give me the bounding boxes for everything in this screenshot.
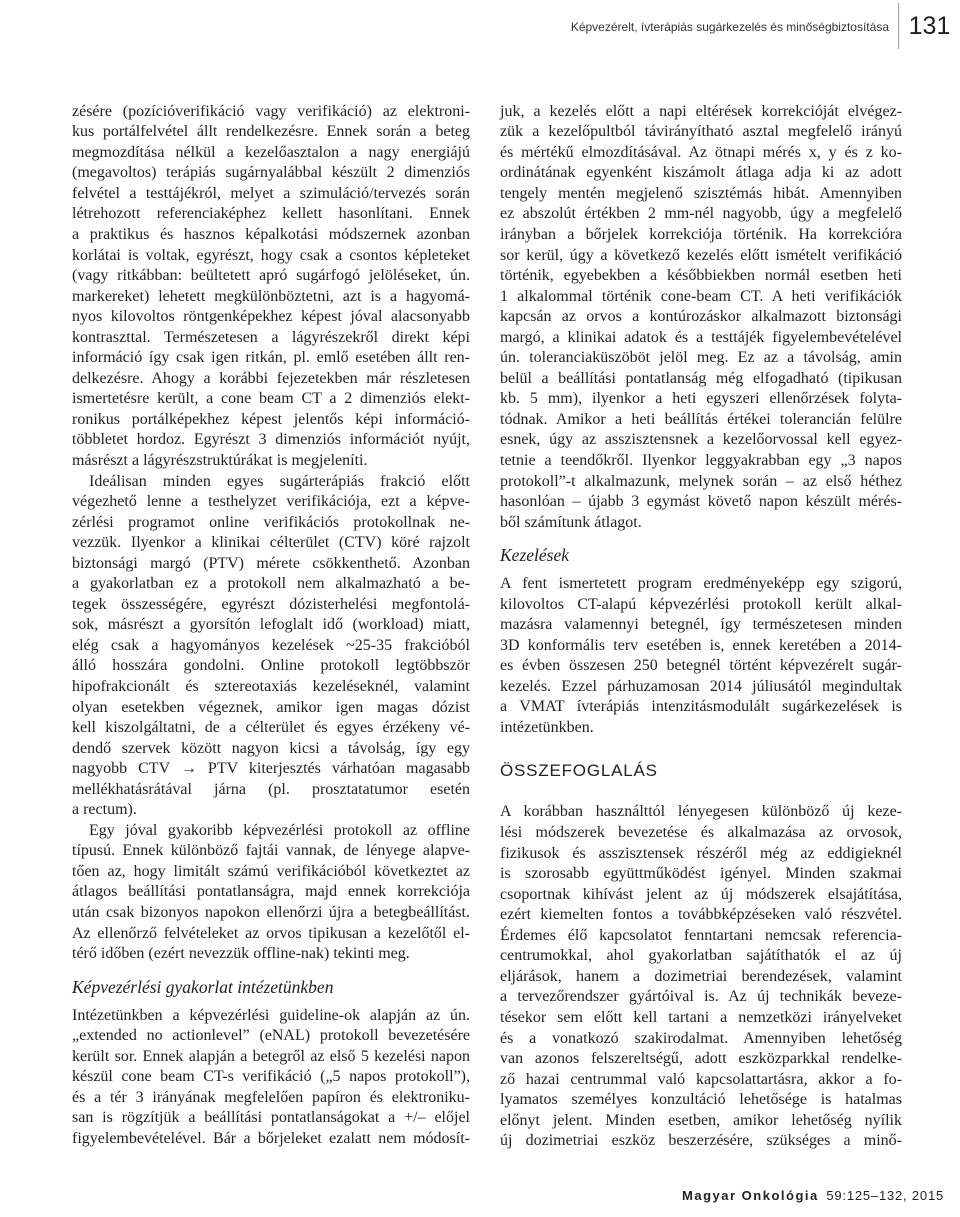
text-line: készül cone beam CT-s verifikáció („5 napos protokoll”), [72, 1068, 470, 1086]
text-line: intézetünkben. [500, 718, 594, 736]
text-line: mazásra valamennyi betegnél, így természetesen minden [500, 616, 902, 634]
section-heading: ÖSSZEFOGLALÁS [500, 760, 658, 780]
text-line: van azonos felszereltségű, adott eszközparkkal rendelke- [500, 1050, 902, 1068]
paragraph [72, 1006, 470, 1150]
text-line: új dozimetriai eszköz beszerzésére, szükséges a minő- [500, 1132, 902, 1150]
text-line: 1 alkalommal történik cone-beam CT. A heti verifikációk [500, 287, 902, 305]
page-number-box [898, 3, 960, 49]
text-line: és a tér 3 irányának megfelelően papíron és elektroniku- [72, 1088, 470, 1106]
paragraph [72, 472, 470, 821]
text-line: Intézetünkben a képvezérlési guideline-ok alapján az ún. [72, 1006, 470, 1024]
text-line: margó, a klinikai adatok és a testtájék figyelembevételével [500, 328, 902, 346]
text-line: (vagy ritkábban: beültetett apró sugárfogó jelöléseket, ún. [72, 267, 470, 285]
text-line: dendő szervek között nagyon kicsi a távolság, így egy [72, 739, 470, 757]
paragraph [500, 102, 902, 533]
paragraph [500, 574, 902, 738]
text-line: zésére (pozícióverifikáció vagy verifikáció) az elektroni- [72, 102, 470, 120]
text-line: a gyakorlatban ez a protokoll nem alkalmazható a be- [72, 575, 470, 593]
text-line: eljárások, hanem a dozimetriai berendezések, valamint [500, 967, 902, 985]
text-line: ezért kiemelten fontos a továbbképzéseken való részvétel. [500, 906, 902, 924]
text-line: mellékhatásrátával járna (pl. prosztatatumor esetén [72, 780, 470, 798]
text-line: tódnak. Amikor a heti beállítás értékei tolerancián felülre [500, 410, 902, 428]
text-line: kell kiszolgáltatni, de a célterület és egyes érzékeny vé- [72, 719, 470, 737]
text-line: vezzük. Ilyenkor a klinikai célterület (CTV) köré rajzolt [72, 534, 470, 552]
text-line: A korábban használttól lényegesen különböző új keze- [500, 803, 902, 821]
text-line: fizikusok és asszisztensek részéről még az eddigieknél [500, 844, 902, 862]
text-line: centrumokkal, ahol gyakorlatban sajátíthatók el az új [500, 947, 902, 965]
citation: 59:125–132, 2015 [826, 1188, 944, 1203]
running-title: Képvezérelt, ívterápiás sugárkezelés és minőségbiztosítása [570, 20, 889, 34]
paragraph [72, 821, 470, 965]
left-column [72, 102, 470, 1150]
text-line: ez abszolút értékben 2 mm-nél nagyobb, úgy a megfelelő [500, 205, 902, 223]
text-line: másrészt a lágyrészstruktúrákat is megjeleníti. [72, 451, 368, 469]
text-line: ismertetésre került, a cone beam CT a 2 dimenziós elekt- [72, 390, 470, 408]
text-line: és a vonatkozó szakirodalmat. Amennyiben lehetőség [500, 1029, 902, 1047]
text-line: ordinátának egyenként kiszámolt átlaga adja ki az adott [500, 164, 902, 182]
text-line: lési módszerek bevezetése és alkalmazása az orvosok, [500, 824, 902, 842]
paragraph [500, 802, 902, 1151]
text-line: nyos kilovoltos röntgenképekhez képest jóval alacsonyabb [72, 308, 470, 326]
text-line: ún. toleranciaküszöböt jelöl meg. Ez az a távolság, amin [500, 349, 902, 367]
text-line: tően az, hogy limitált számú verifikációból következtet az [72, 862, 470, 880]
text-line: tetnie a teendőkről. Ilyenkor leggyakrabban egy „3 napos [500, 451, 902, 469]
text-line: ronikus portálképekhez képest jelentős képi információ- [72, 410, 470, 428]
text-line: „extended no actionlevel” (eNAL) protokoll bevezetésére [72, 1027, 470, 1045]
text-line: kb. 5 mm), ilyenkor a heti egyszeri ellenőrzések folyta- [500, 390, 902, 408]
text-line: sor kerül, úgy a következő kezelés előtt ismételt verifikáció [500, 246, 902, 264]
text-line: protokoll”-t alkalmazunk, melynek során – az első héthez [500, 472, 902, 490]
text-line: A fent ismertetett program eredményeképp egy szigorú, [500, 575, 902, 593]
text-line: a tervezőrendszer gyártóival is. Az új technikák beveze- [500, 988, 902, 1006]
text-line: Ideálisan minden egyes sugárterápiás frakció előtt [89, 472, 470, 490]
text-line: többletet hordoz. Egyrészt 3 dimenziós információt nyújt, [72, 431, 470, 449]
text-line: kus portálfelvétel állt rendelkezésre. Ennek során a beteg [72, 123, 470, 141]
text-line: korlátai is voltak, egyrészt, hogy csak a csontos képleteket [72, 246, 470, 264]
text-line: zérlési programot online verifikációs protokollnak ne- [72, 513, 470, 531]
text-line: figyelembevételével. Bár a bőrjeleket ezalatt nem módosít- [72, 1129, 470, 1147]
text-line: es évben összesen 250 betegnél történt képvezérelt sugár- [500, 657, 902, 675]
text-line: is szorosabb együttműködést igényel. Minden szakmai [500, 865, 902, 883]
text-line: átlagos beállítási pontatlanságra, majd ennek korrekciója [72, 883, 470, 901]
text-line: tegek összességére, egyrészt dózisterhelési megfontolá- [72, 595, 470, 613]
text-line: ző hazai centrummal való kapcsolattartásra, akkor a fo- [500, 1070, 902, 1088]
text-line: Az ellenőrző felvételeket az orvos tipikusan a kezelőtől el- [72, 924, 470, 942]
text-line: hasonlóan – újabb 3 egymást követő napon készült mérés- [500, 493, 902, 511]
text-line: markereket) lehetett megkülönböztetni, azt is a hagyomá- [72, 287, 470, 305]
text-line: került sor. Ennek alapján a betegről az első 5 kezelési napon [72, 1047, 470, 1065]
text-line: a rectum). [72, 801, 137, 819]
text-line: esnek, úgy az asszisztensnek a kezelőorvossal kell egyez- [500, 431, 902, 449]
paragraph [72, 102, 470, 472]
subheading: Kezelések [500, 545, 569, 566]
text-line: biztonsági margó (PTV) mérete csökkenthető. Azonban [72, 554, 470, 572]
footer [682, 1188, 944, 1204]
text-line: és mértékű elmozdításával. Az ötnapi mérés x, y és z ko- [500, 143, 902, 161]
text-line: olyan esetekben végeznek, amikor igen magas dózist [72, 698, 470, 716]
text-line: 3D konformális terv esetében is, ennek keretében a 2014- [500, 636, 902, 654]
text-line: álló hosszára gondolni. Online protokoll legtöbbször [72, 657, 470, 675]
text-line: felvétel a testtájékról, melyet a szimuláció/tervezés során [72, 184, 470, 202]
text-line: kezelés. Ezzel párhuzamosan 2014 júliusától megindultak [500, 677, 902, 695]
text-line: hipofrakcionált és sztereotaxiás kezeléseknél, valamint [72, 678, 470, 695]
text-line: Egy jóval gyakoribb képvezérlési protokoll az offline [89, 821, 470, 839]
text-line: delkezésre. Ahogy a korábbi fejezetekben már részletesen [72, 369, 470, 387]
page-number: 131 [908, 12, 951, 40]
text-line: tésekor sem előtt kell tartani a nemzetközi irányelveket [500, 1008, 902, 1026]
text-line: irányban a bőrjelek korrekciója történik. Ha korrekcióra [500, 225, 902, 243]
text-line: belül a beállítási pontatlanság még elfogadható (tipikusan [500, 369, 902, 387]
text-line: történik, egyebekben a későbbiekben normál esetben heti [500, 267, 902, 285]
text-line: elég csak a hagyományos kezelések ~25-35 frakcióból [72, 636, 470, 654]
text-line: (megavoltos) terápiás sugárnyalábbal készült 2 dimenziós [72, 164, 470, 182]
text-line: a VMAT ívterápiás intenzitásmodulált sugárkezelések is [500, 698, 902, 716]
subheading: Képvezérlési gyakorlat intézetünkben [72, 976, 334, 997]
text-line: juk, a kezelés előtt a napi eltérések korrekcióját elvégez- [500, 102, 902, 120]
journal-name: Magyar Onkológia [682, 1188, 819, 1203]
text-line: lyamatos személyes konzultáció lehetősége is hatalmas [500, 1091, 902, 1109]
text-line: megmozdítása nélkül a kezelőasztalon a nagy energiájú [72, 143, 470, 161]
text-line: nagyobb CTV → PTV kiterjesztés várhatóan magasabb [72, 760, 470, 778]
text-line: ből számítunk átlagot. [500, 513, 642, 531]
text-line: tengely mentén megjelenő szisztémás hibát. Amennyiben [500, 184, 902, 202]
text-line: végezhető lenne a testhelyzet verifikációja, ezt a képve- [72, 493, 470, 511]
text-line: Érdemes élő kapcsolatot fenntartani nemcsak referencia- [500, 926, 902, 944]
text-line: információ így csak igen ritkán, pl. emlő esetében állt ren- [72, 349, 470, 367]
text-line: san is rögzítjük a beállítási pontatlanságokat a +/– előjel [72, 1109, 470, 1127]
right-column [500, 102, 902, 1152]
text-line: kapcsán az orvos a kontúrozáskor alkalmazott biztonsági [500, 308, 902, 326]
text-line: zük a kezelőpultból távirányítható asztal megfelelő irányú [500, 123, 902, 141]
text-line: előnyt jelent. Minden esetben, amikor lehetőség nyílik [500, 1111, 902, 1129]
text-line: csoportnak kihívást jelent az új módszerek elsajátítása, [500, 885, 902, 903]
text-line: kontraszttal. Természetesen a lágyrészekről direkt képi [72, 328, 470, 346]
text-line: kilovoltos CT-alapú képvezérlési protokoll került alkal- [500, 595, 902, 613]
text-line: létrehozott referenciaképhez kellett hasonlítani. Ennek [72, 205, 470, 223]
text-line: sok, másrészt a gyorsítón lefoglalt idő (workload) miatt, [72, 616, 470, 634]
text-line: a praktikus és hasznos képalkotási módszernek azonban [72, 225, 470, 243]
text-line: típusú. Ennek különböző fajtái vannak, de lényege alapve- [72, 842, 470, 860]
text-line: után csak bizonyos napokon ellenőrzi újra a betegbeállítást. [72, 904, 470, 922]
text-line: térő időben (ezért nevezzük offline-nak) tekinti meg. [72, 945, 410, 963]
